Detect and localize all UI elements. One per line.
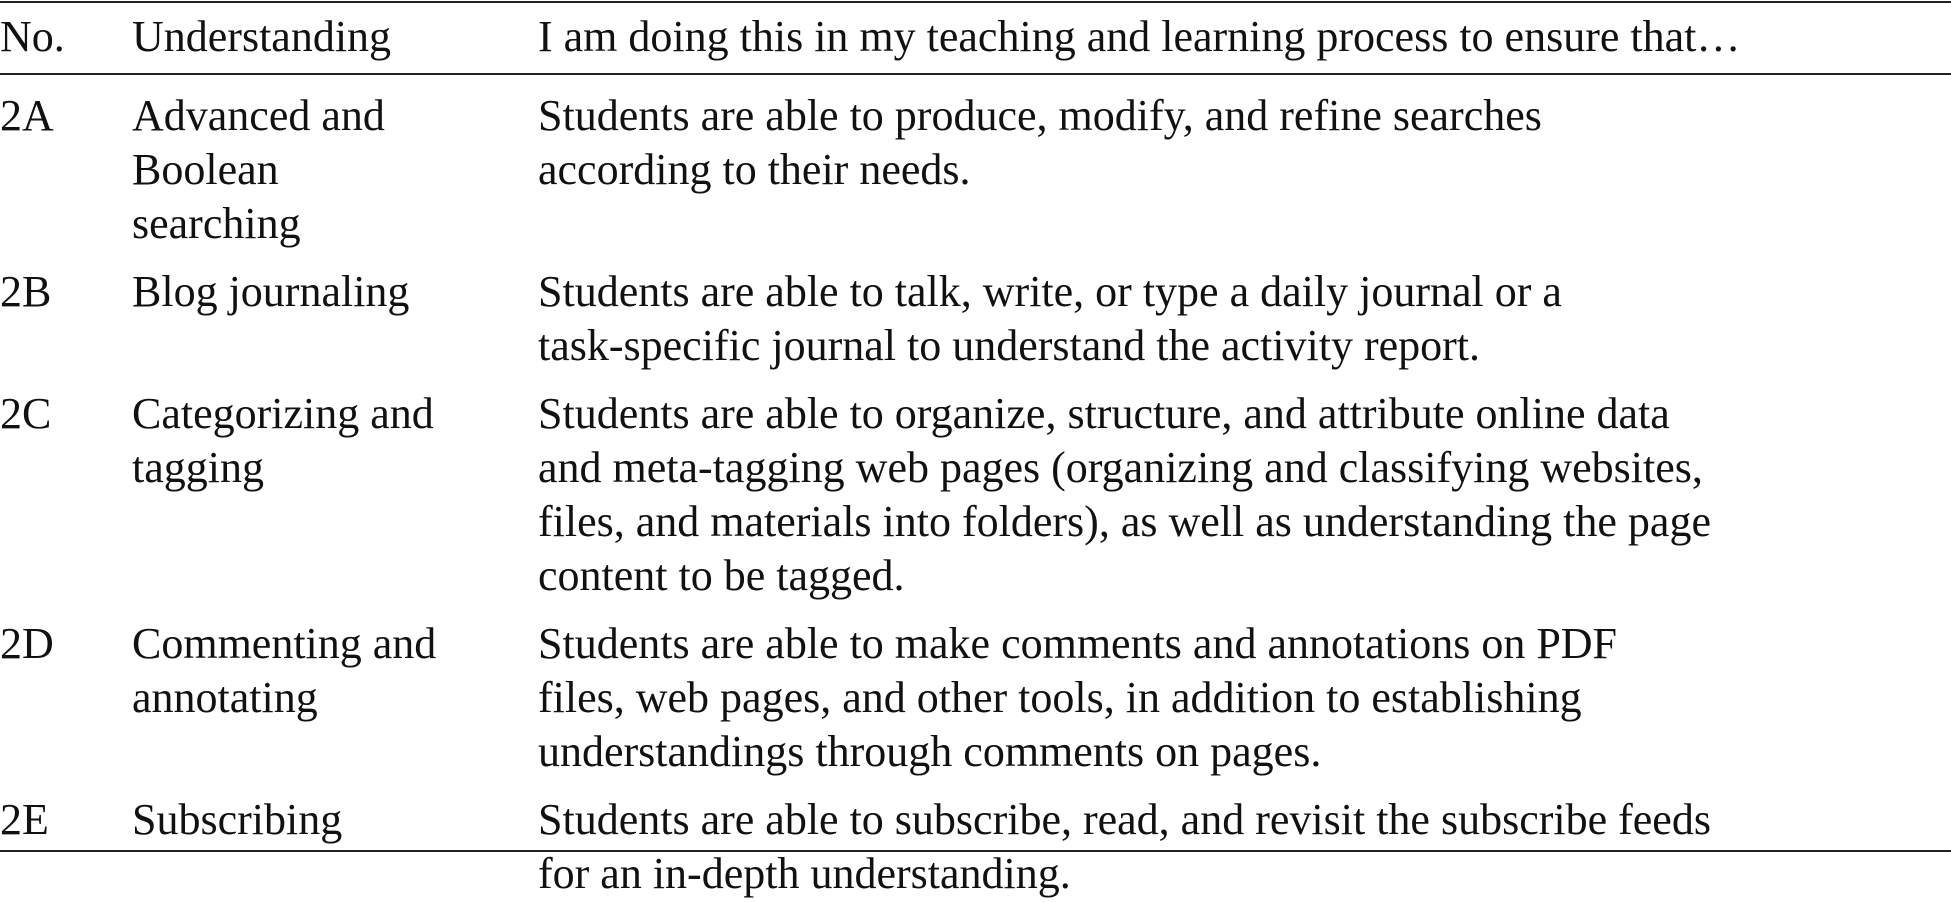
row-understanding: Blog journaling	[132, 267, 410, 316]
table-row	[0, 373, 1951, 603]
row-number: 2E	[0, 795, 49, 844]
row-description: Students are able to make comments and annotations on PDF files, web pages, and other tools, in addition to establishing understandings through comments on pages.	[538, 619, 1618, 776]
table-header-row	[0, 0, 1951, 75]
row-understanding: Commenting and annotating	[132, 619, 437, 722]
table-row	[0, 75, 1951, 251]
row-number: 2A	[0, 91, 54, 140]
row-description: Students are able to talk, write, or type a daily journal or a task-specific journal to understand the activity report.	[538, 267, 1562, 370]
row-number: 2D	[0, 619, 54, 668]
row-understanding: Subscribing	[132, 795, 343, 844]
header-description: I am doing this in my teaching and learning process to ensure that…	[538, 12, 1741, 61]
row-understanding: Categorizing and tagging	[132, 389, 434, 492]
table-row	[0, 779, 1951, 902]
table-row	[0, 603, 1951, 779]
header-understanding: Understanding	[132, 12, 392, 61]
row-description: Students are able to subscribe, read, and revisit the subscribe feeds for an in-depth understanding.	[538, 795, 1711, 898]
table-row	[0, 251, 1951, 373]
header-no: No.	[0, 12, 65, 61]
row-number: 2C	[0, 389, 52, 438]
row-description: Students are able to produce, modify, and refine searches according to their needs.	[538, 91, 1542, 194]
row-number: 2B	[0, 267, 52, 316]
row-description: Students are able to organize, structure, and attribute online data and meta-tagging web pages (organizing and classifying websites, files, and materials into folders), as well as understanding the page content to be tagged.	[538, 389, 1711, 600]
row-understanding: Advanced and Boolean searching	[132, 91, 385, 248]
